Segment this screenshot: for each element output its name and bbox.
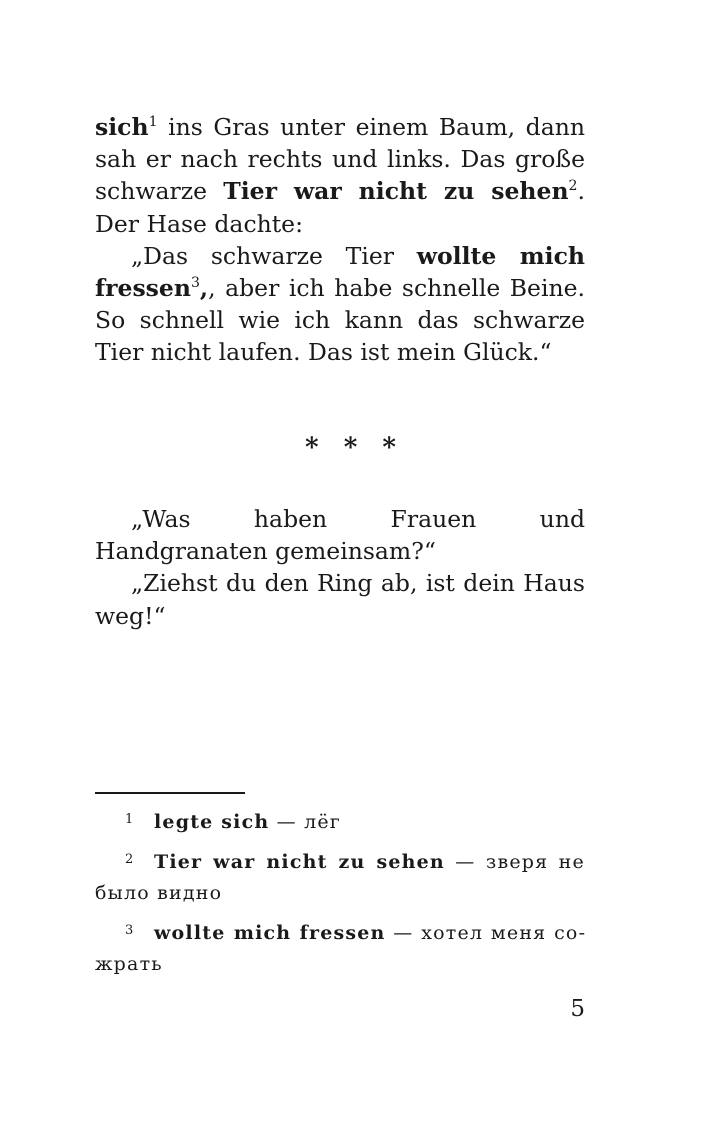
footnote-term: wollte mich fressen (154, 922, 386, 944)
footnote-number: 1 (125, 812, 134, 827)
footnote-dash: — (269, 811, 305, 833)
bold-comma: , (199, 274, 209, 303)
footnote-ref: 1 (148, 113, 158, 130)
footnote-ref: 2 (568, 178, 578, 195)
joke-answer: „Ziehst du den Ring ab, ist dein Haus weg!“ (95, 569, 585, 630)
footnote-term: Tier war nicht zu sehen (154, 851, 445, 873)
footnote-translation: зверя не было видно (95, 851, 585, 904)
footnote-dash: — (444, 851, 486, 873)
text-run: „Das schwarze Tier (131, 241, 417, 270)
footnote-ref: 3 (190, 274, 200, 291)
footnote-divider (95, 792, 245, 794)
text-run: . Der Hase dachte: (95, 177, 585, 238)
text-run: , aber ich habe schnelle Beine. So schnell wie ich kann das schwarze Tier nicht laufen. Das ist mein Glück.“ (95, 274, 585, 367)
bold-phrase: Tier war nicht zu sehen (223, 177, 569, 206)
footnote-translation: лёг (304, 811, 341, 833)
section-separator: * * * (305, 433, 404, 463)
paragraph-hase-sah (95, 111, 585, 240)
footnote-translation: хотел меня сожрать (95, 922, 585, 975)
footnote-3 (95, 915, 585, 980)
footnote-1 (95, 804, 585, 838)
footnote-number: 3 (125, 923, 134, 938)
footnote-number: 2 (125, 852, 134, 867)
page-number: 5 (570, 996, 585, 1022)
bold-phrase: wollte mich fressen (95, 241, 585, 303)
paragraph-hase-dachte (95, 240, 585, 369)
footnote-2 (95, 844, 585, 909)
joke-question: „Was haben Frauen und Handgranaten gemeinsam?“ (95, 505, 585, 566)
footnote-term: legte sich (154, 811, 270, 833)
story-text (95, 111, 585, 369)
footnotes (95, 804, 585, 986)
joke-text (95, 503, 585, 632)
footnote-dash: — (385, 922, 422, 944)
text-run: ins Gras unter einem Baum, dann sah er nach rechts und links. Das große schwarze (95, 113, 585, 206)
bold-phrase: sich (95, 113, 149, 141)
